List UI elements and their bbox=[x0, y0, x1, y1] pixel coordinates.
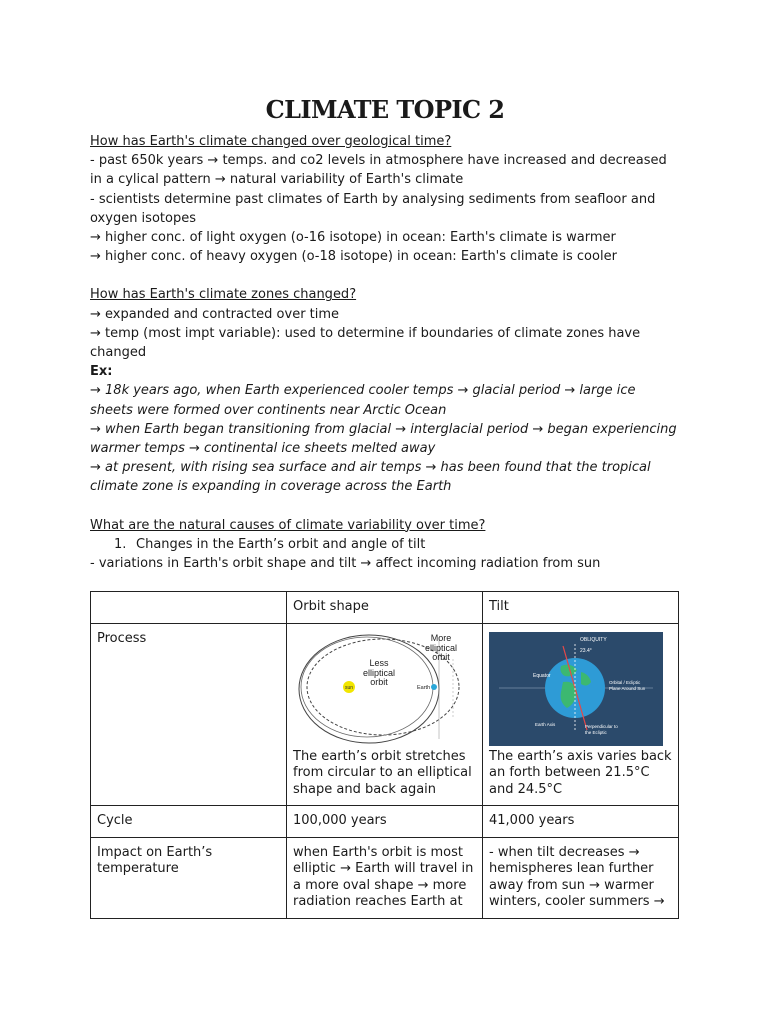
cycle-orbit: 100,000 years bbox=[287, 806, 483, 838]
earth-label: Earth bbox=[417, 684, 431, 691]
less-label-line2: elliptical bbox=[362, 667, 396, 678]
examples-label: Ex: bbox=[90, 364, 113, 380]
obliquity-label: OBLIQUITY bbox=[580, 636, 607, 643]
process-orbit-text: The earth’s orbit stretches from circular to an elliptical shape and back again bbox=[293, 748, 472, 797]
header-cell-tilt: Tilt bbox=[483, 592, 679, 624]
process-tilt-text: The earth’s axis varies back an forth between 21.5°C and 24.5°C bbox=[489, 748, 672, 797]
table-row-process bbox=[91, 623, 679, 806]
section2-line-1: → expanded and contracted over time bbox=[90, 306, 340, 322]
numbered-item bbox=[90, 535, 680, 554]
perpendicular-label-1: Perpendicular to bbox=[585, 723, 618, 729]
section1-heading: How has Earth's climate changed over geological time? bbox=[90, 134, 452, 149]
section1-line-4: → higher conc. of heavy oxygen (o-18 isotope) in ocean: Earth's climate is cooler bbox=[90, 249, 617, 265]
sun-label: sun bbox=[344, 684, 354, 691]
table-header-row bbox=[91, 592, 679, 624]
item-text: Changes in the Earth’s orbit and angle of tilt bbox=[136, 536, 426, 552]
example-1: → 18k years ago, when Earth experienced cooler temps → glacial period → large ice sheets were formed over continents near Arctic Ocean bbox=[90, 383, 636, 418]
impact-label: Impact on Earth’s temperature bbox=[91, 837, 287, 918]
section2-heading: How has Earth's climate zones changed? bbox=[90, 287, 357, 303]
table-row-cycle bbox=[91, 806, 679, 838]
less-label-line1: Less bbox=[369, 657, 389, 668]
page-title: CLIMATE TOPIC 2 bbox=[265, 95, 505, 124]
table-row-impact bbox=[91, 837, 679, 918]
orbit-plane-label-1: Orbital / Ecliptic bbox=[609, 679, 641, 685]
impact-tilt: - when tilt decreases → hemispheres lean further away from sun → warmer winters, cooler summers → bbox=[483, 837, 679, 918]
section3-heading: What are the natural causes of climate variability over time? bbox=[90, 517, 486, 533]
comparison-table bbox=[90, 591, 679, 919]
less-label-line3: orbit bbox=[370, 676, 388, 687]
section1-line-2: - scientists determine past climates of Earth by analysing sediments from seafloor and oxygen isotopes bbox=[90, 191, 656, 226]
example-2: → when Earth began transitioning from glacial → interglacial period → began experiencing warmer temps → continental ice sheets melted away bbox=[90, 421, 677, 457]
example-3: → at present, with rising sea surface and air temps → has been found that the tropical climate zone is expanding in coverage across the Earth bbox=[90, 460, 651, 495]
section3-line: - variations in Earth's orbit shape and tilt → affect incoming radiation from sun bbox=[90, 556, 601, 572]
process-tilt-cell bbox=[483, 623, 679, 806]
process-label: Process bbox=[91, 623, 287, 806]
equator-label: Equator bbox=[533, 672, 551, 679]
more-label-line3: orbit bbox=[432, 651, 450, 662]
section1-line-3: → higher conc. of light oxygen (o-16 isotope) in ocean: Earth's climate is warmer bbox=[90, 230, 616, 246]
earth-icon bbox=[431, 684, 437, 690]
tilt-diagram bbox=[489, 632, 663, 746]
orbit-diagram bbox=[293, 629, 465, 747]
section2-line-2: → temp (most impt variable): used to determine if boundaries of climate zones have changed bbox=[90, 325, 641, 361]
section1-line-1: - past 650k years → temps. and co2 levels in atmosphere have increased and decreased in a cylical pattern → natural variability of Earth's climate bbox=[90, 153, 667, 188]
orbit-plane-label-2: Plane Around Sun bbox=[609, 685, 646, 691]
item-number: 1. bbox=[114, 536, 127, 552]
perpendicular-label-2: the Ecliptic bbox=[585, 729, 607, 735]
process-orbit-cell bbox=[287, 623, 483, 806]
header-cell-empty bbox=[91, 592, 287, 624]
angle-label: 23.4° bbox=[580, 647, 592, 654]
cycle-label: Cycle bbox=[91, 806, 287, 838]
more-label-line1: More bbox=[430, 632, 452, 643]
impact-orbit: when Earth's orbit is most elliptic → Earth will travel in a more oval shape → more radiation reaches Earth at bbox=[287, 837, 483, 918]
header-cell-orbit: Orbit shape bbox=[287, 592, 483, 624]
document-body bbox=[90, 94, 680, 573]
earth-axis-label: Earth Axis bbox=[535, 721, 556, 727]
cycle-tilt: 41,000 years bbox=[483, 806, 679, 838]
more-label-line2: elliptical bbox=[424, 642, 458, 653]
